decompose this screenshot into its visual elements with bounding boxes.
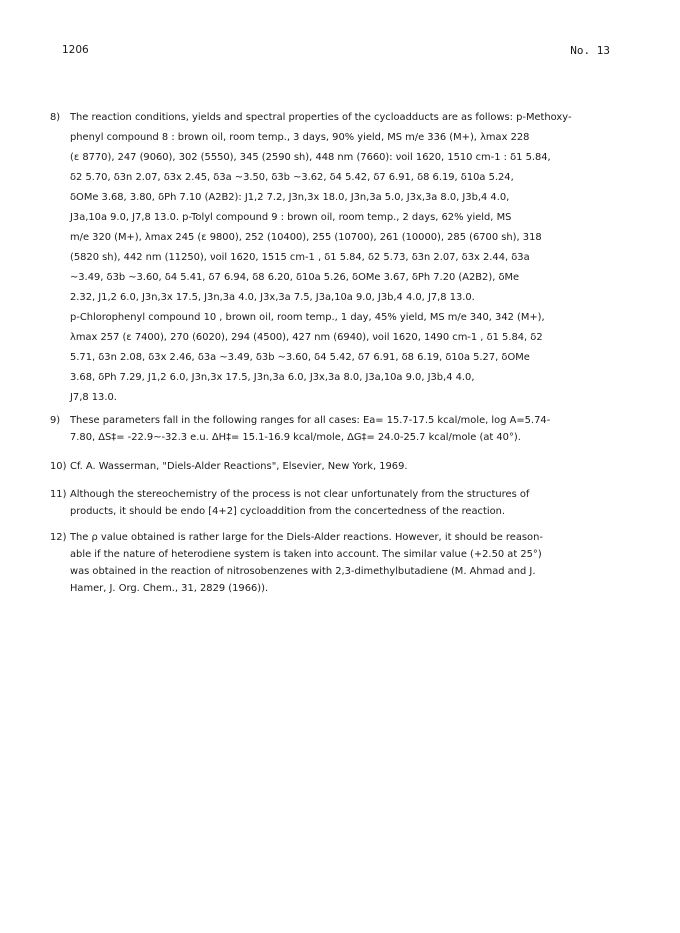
footnote-body [70, 529, 628, 597]
footnote-line: m/e 320 (M+), λmax 245 (ε 9800), 252 (10400), 255 (10700), 261 (10000), 285 (6700 sh), 318 [70, 232, 542, 243]
footnote-line: Hamer, J. Org. Chem., 31, 2829 (1966)). [70, 583, 269, 594]
footnote-11 [50, 486, 628, 520]
footnote-line: phenyl compound 8 : brown oil, room temp., 3 days, 90% yield, MS m/e 336 (M+), λmax 228 [70, 132, 530, 143]
page-header [62, 44, 610, 60]
footnote-line: λmax 257 (ε 7400), 270 (6020), 294 (4500), 427 nm (6940), νoil 1620, 1490 cm-1 , δ1 5.84, δ2 [70, 332, 543, 343]
footnote-line: products, it should be endo [4+2] cycloaddition from the concertedness of the reaction. [70, 506, 506, 517]
footnote-line: 3.68, δPh 7.29, J1,2 6.0, J3n,3x 17.5, J3n,3a 6.0, J3x,3a 8.0, J3a,10a 9.0, J3b,4 4.0, [70, 372, 475, 383]
footnote-line: 2.32, J1,2 6.0, J3n,3x 17.5, J3n,3a 4.0, J3x,3a 7.5, J3a,10a 9.0, J3b,4 4.0, J7,8 13.0. [70, 292, 475, 303]
footnote-line: J3a,10a 9.0, J7,8 13.0. p-Tolyl compound 9 : brown oil, room temp., 2 days, 62% yield, MS [70, 212, 512, 223]
footnote-9 [50, 412, 628, 446]
issue-number: No. 13 [570, 44, 610, 57]
page-number: 1206 [62, 44, 89, 56]
footnote-label: 10) [50, 461, 67, 472]
footnote-label: 9) [50, 415, 61, 426]
footnote-line: able if the nature of heterodiene system is taken into account. The similar value (+2.50 at 25°) [70, 549, 542, 560]
footnote-body [70, 412, 628, 446]
footnote-line: was obtained in the reaction of nitrosobenzenes with 2,3-dimethylbutadiene (M. Ahmad and J. [70, 566, 536, 577]
footnote-line: (ε 8770), 247 (9060), 302 (5550), 345 (2590 sh), 448 nm (7660): νoil 1620, 1510 cm-1 : δ1 5.84, [70, 152, 551, 163]
footnote-line: Cf. A. Wasserman, "Diels-Alder Reactions", Elsevier, New York, 1969. [70, 461, 408, 472]
footnote-body [70, 108, 628, 408]
footnotes [50, 108, 628, 599]
footnote-body [70, 486, 628, 520]
footnote-label: 8) [50, 112, 61, 123]
footnote-line: 5.71, δ3n 2.08, δ3x 2.46, δ3a ~3.49, δ3b ~3.60, δ4 5.42, δ7 6.91, δ8 6.19, δ10a 5.27, δOMe [70, 352, 530, 363]
footnote-line: δOMe 3.68, 3.80, δPh 7.10 (A2B2): J1,2 7.2, J3n,3x 18.0, J3n,3a 5.0, J3x,3a 8.0, J3b,4 4.0, [70, 192, 510, 203]
footnote-line: J7,8 13.0. [70, 392, 117, 403]
footnote-line: (5820 sh), 442 nm (11250), νoil 1620, 1515 cm-1 , δ1 5.84, δ2 5.73, δ3n 2.07, δ3x 2.44, δ3a [70, 252, 530, 263]
footnote-10 [50, 458, 628, 475]
footnote-line: These parameters fall in the following ranges for all cases: Ea= 15.7-17.5 kcal/mole, log A=5.74- [70, 415, 551, 426]
footnote-body [70, 458, 628, 475]
footnote-line: 7.80, ΔS‡= -22.9~-32.3 e.u. ΔH‡= 15.1-16.9 kcal/mole, ΔG‡= 24.0-25.7 kcal/mole (at 40°). [70, 432, 521, 443]
footnote-line: p-Chlorophenyl compound 10 , brown oil, room temp., 1 day, 45% yield, MS m/e 340, 342 (M+), [70, 312, 545, 323]
footnote-12 [50, 529, 628, 597]
footnote-line: ~3.49, δ3b ~3.60, δ4 5.41, δ7 6.94, δ8 6.20, δ10a 5.26, δOMe 3.67, δPh 7.20 (A2B2), δMe [70, 272, 520, 283]
footnote-line: δ2 5.70, δ3n 2.07, δ3x 2.45, δ3a ~3.50, δ3b ~3.62, δ4 5.42, δ7 6.91, δ8 6.19, δ10a 5.24, [70, 172, 514, 183]
footnote-8 [50, 108, 628, 408]
footnote-line: Although the stereochemistry of the process is not clear unfortunately from the structures of [70, 489, 530, 500]
footnote-line: The reaction conditions, yields and spectral properties of the cycloadducts are as follows: p-Methoxy- [70, 112, 572, 123]
footnote-label: 11) [50, 489, 67, 500]
footnote-line: The ρ value obtained is rather large for the Diels-Alder reactions. However, it should be reason- [70, 532, 543, 543]
footnote-label: 12) [50, 532, 67, 543]
